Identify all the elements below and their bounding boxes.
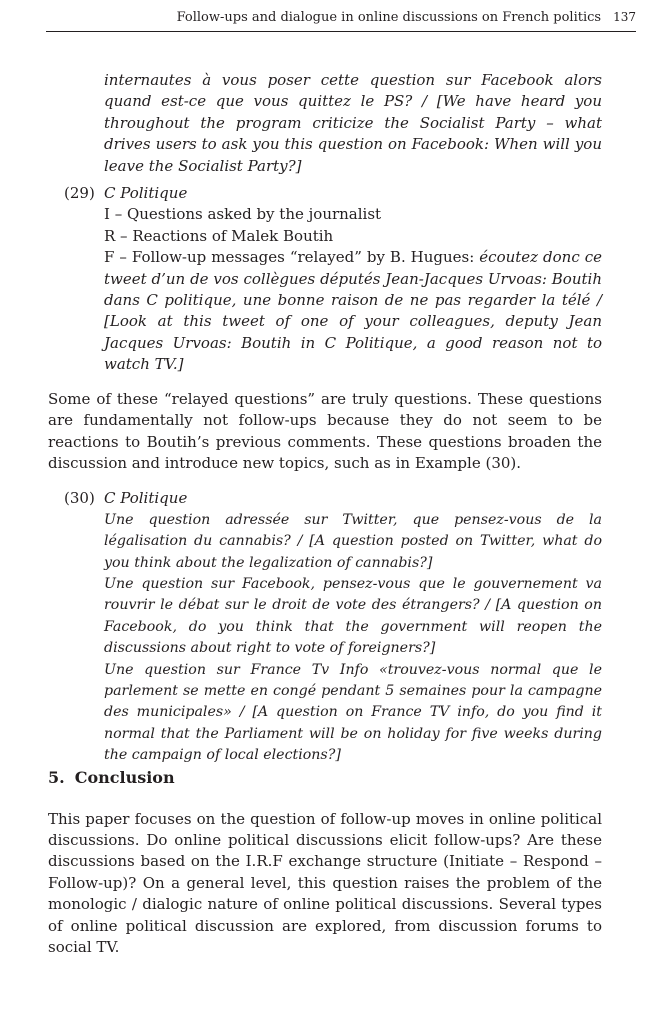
example-number: (29) <box>64 184 95 203</box>
example-line-initiate: I – Questions asked by the journalist <box>104 205 382 224</box>
follow-up-quote: écoutez donc ce tweet d’un de vos collègues députés Jean-Jacques Urvoas: Boutih dans C politique, une bonne raison de ne pas regarder la télé / [Look at this tweet of one of your colleagues, deputy Jean Jacques Urvoas: Boutih in C Politique, a good reason not to watch TV.] <box>104 248 602 374</box>
example-source: C Politique <box>104 184 188 203</box>
page-body <box>48 70 602 958</box>
page-number: 137 <box>613 10 636 24</box>
body-paragraph-1: Some of these “relayed questions” are truly questions. These questions are fundamentally not follow-ups because they do not seem to be reactions to Boutih’s previous comments. These questions broaden the discussion and introduce new topics, such as in Example (30). <box>48 389 602 472</box>
section-heading <box>48 767 602 789</box>
example-question-facebook: Une question sur Facebook, pensez-vous que le gouvernement va rouvrir le débat sur le droit de vote des étrangers? / [A question on Facebook, do you think that the government will reopen the discussions about right to vote of foreigners?] <box>104 575 602 657</box>
example-question-twitter: Une question adressée sur Twitter, que pensez-vous de la légalisation du cannabis? / [A question posted on Twitter, what do you think about the legalization of cannabis?] <box>104 511 602 571</box>
running-title: Follow-ups and dialogue in online discussions on French politics <box>176 10 602 25</box>
running-header <box>46 8 636 32</box>
section-number: 5. <box>48 767 65 787</box>
section-title: Conclusion <box>74 767 175 787</box>
example-question-francetv: Une question sur France Tv Info «trouvez-vous normal que le parlement se mette en congé pendant 5 semaines pour la campagne des municipales» / [A question on France TV info, do you find it normal that the Parliament will be on holiday for five weeks during the campaign of local elections?] <box>104 661 602 764</box>
example-line-respond: R – Reactions of Malek Boutih <box>104 226 334 245</box>
example-28-text: internautes à vous poser cette question sur Facebook alors quand est-ce que vous quittez le PS? / [We have heard you throughout the program criticize the Socialist Party – what drives users to ask you this question on Facebook: When will you leave the Socialist Party?] <box>104 71 602 175</box>
example-number: (30) <box>64 489 95 508</box>
example-source: C Politique <box>104 489 188 508</box>
body-paragraph-2: This paper focuses on the question of follow-up moves in online political discussions. Do online political discussions elicit follow-ups? Are these discussions based on the I.R.F exchange structure (Initiate – Respond – Follow-up)? On a general level, this question raises the problem of the monologic / dialogic nature of online political discussions. Several types of online political discussion are explored, from discussion forums to social TV. <box>48 809 602 957</box>
follow-up-prefix: F – Follow-up messages “relayed” by B. Hugues: <box>104 248 480 267</box>
example-28-continuation <box>48 70 602 177</box>
example-line-follow-up <box>104 247 602 375</box>
example-30 <box>48 488 602 766</box>
example-29 <box>48 183 602 376</box>
